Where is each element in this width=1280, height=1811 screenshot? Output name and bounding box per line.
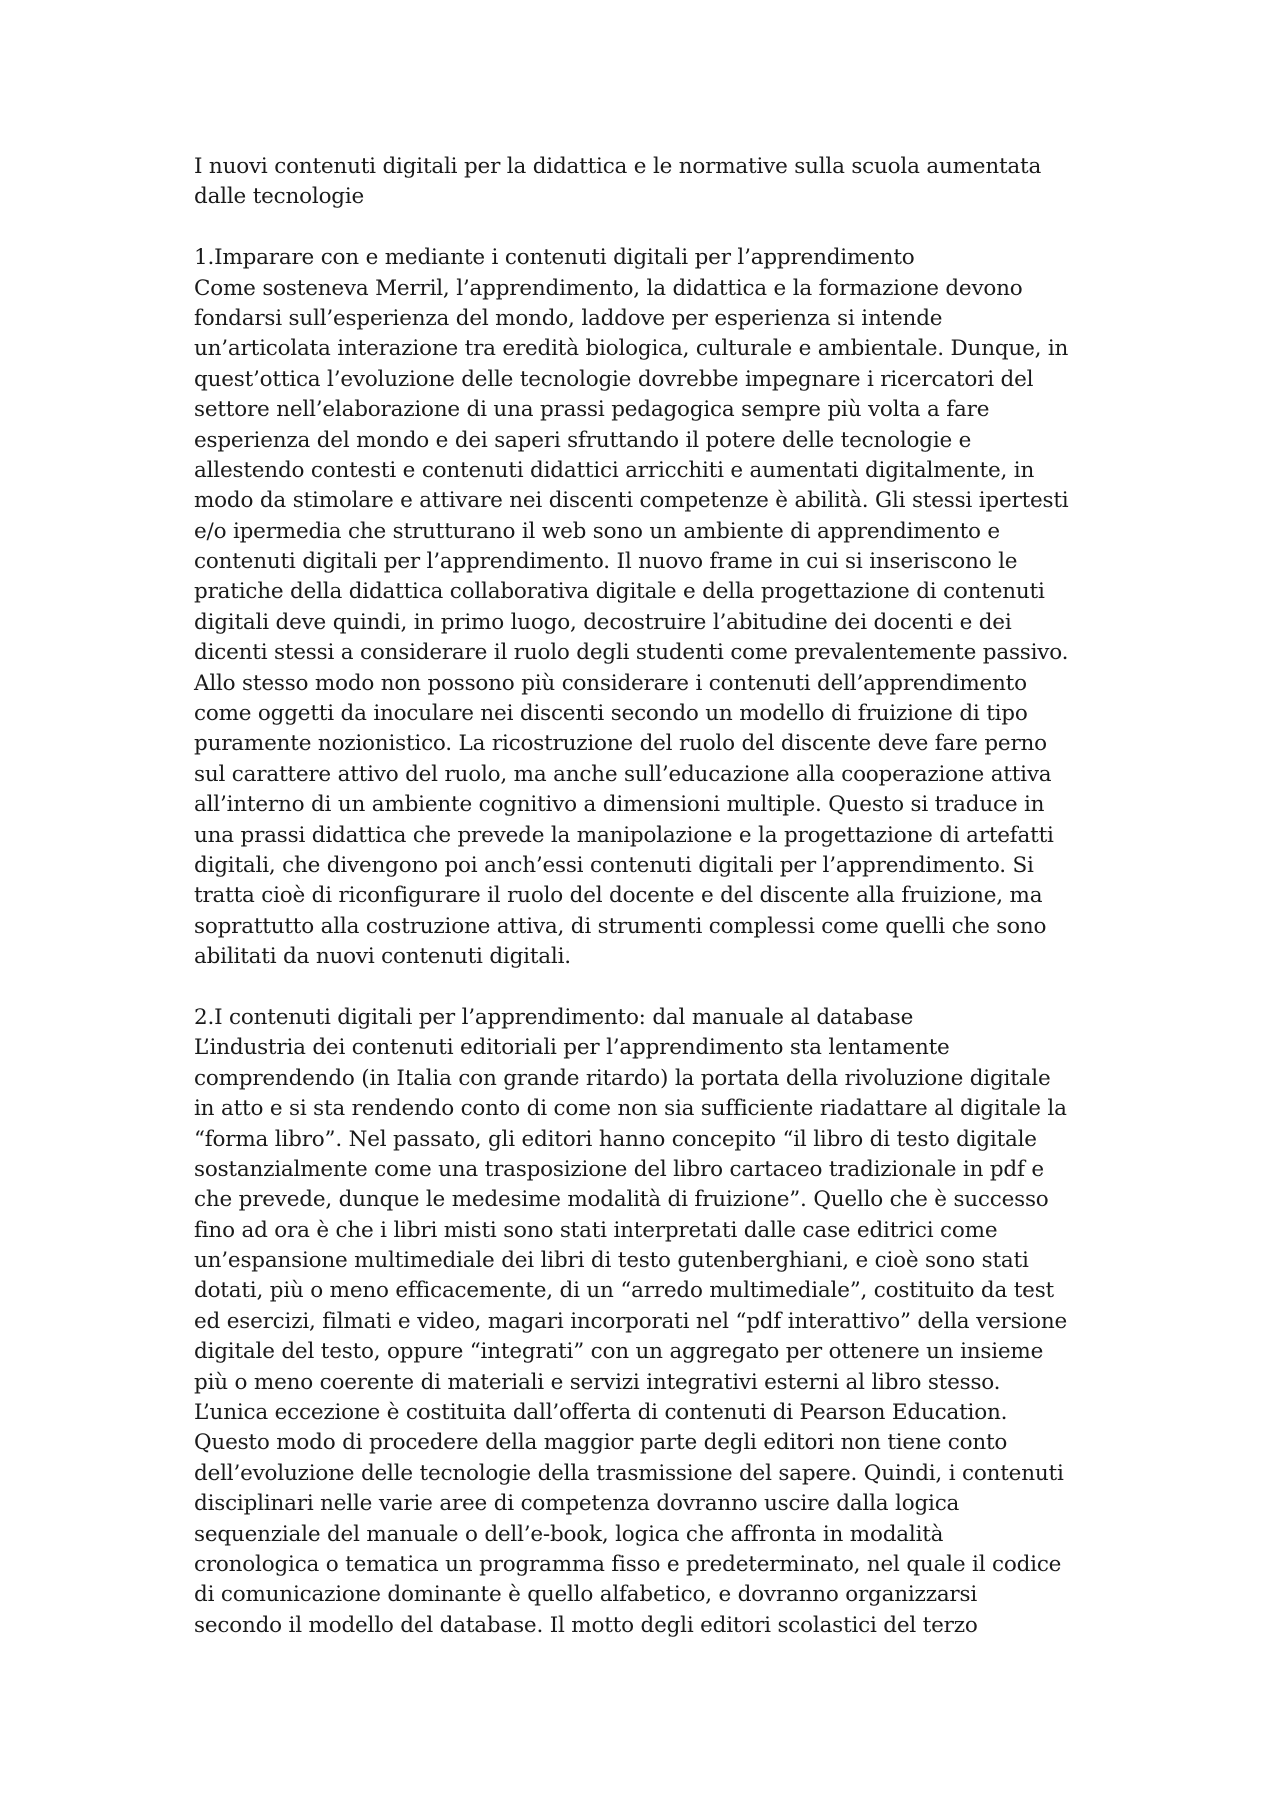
- document-title: [194, 152, 1114, 213]
- title-line: dalle tecnologie: [194, 184, 365, 210]
- body-line: sequenziale del manuale o dell’e-book, logica che affronta in modalità: [194, 1521, 944, 1547]
- body-line: allestendo contesti e contenuti didattici arricchiti e aumentati digitalmente, in: [194, 457, 1035, 483]
- body-line: digitale del testo, oppure “integrati” con un aggregato per ottenere un insieme: [194, 1339, 1044, 1365]
- section-2: [194, 1003, 1114, 1641]
- body-line: tratta cioè di riconfigurare il ruolo del docente e del discente alla fruizione, ma: [194, 883, 1043, 909]
- body-line: che prevede, dunque le medesime modalità di fruizione”. Quello che è successo: [194, 1187, 1049, 1213]
- body-line: L’unica eccezione è costituita dall’offerta di contenuti di Pearson Education.: [194, 1400, 1008, 1426]
- body-line: disciplinari nelle varie aree di competenza dovranno uscire dalla logica: [194, 1491, 960, 1517]
- section-heading: 1.Imparare con e mediante i contenuti digitali per l’apprendimento: [194, 245, 915, 271]
- paragraph-gap: [194, 973, 1114, 1003]
- body-line: fino ad ora è che i libri misti sono stati interpretati dalle case editrici come: [194, 1217, 998, 1243]
- body-line: digitali, che divengono poi anch’essi contenuti digitali per l’apprendimento. Si: [194, 852, 1034, 878]
- body-line: fondarsi sull’esperienza del mondo, laddove per esperienza si intende: [194, 305, 943, 331]
- body-line: come oggetti da inoculare nei discenti secondo un modello di fruizione di tipo: [194, 701, 1028, 727]
- body-line: esperienza del mondo e dei saperi sfruttando il potere delle tecnologie e: [194, 427, 972, 453]
- section-1: [194, 243, 1114, 972]
- section-body: [194, 274, 1114, 973]
- body-line: settore nell’elaborazione di una prassi pedagogica sempre più volta a fare: [194, 397, 990, 423]
- section-body: [194, 1033, 1114, 1641]
- body-line: secondo il modello del database. Il motto degli editori scolastici del terzo: [194, 1612, 978, 1638]
- body-line: modo da stimolare e attivare nei discenti competenze è abilità. Gli stessi ipertesti: [194, 488, 1069, 514]
- body-line: un’articolata interazione tra eredità biologica, culturale e ambientale. Dunque, in: [194, 336, 1069, 362]
- body-line: all’interno di un ambiente cognitivo a dimensioni multiple. Questo si traduce in: [194, 792, 1045, 818]
- body-line: una prassi didattica che prevede la manipolazione e la progettazione di artefatti: [194, 822, 1054, 848]
- body-line: dotati, più o meno efficacemente, di un “arredo multimediale”, costituito da test: [194, 1278, 1054, 1304]
- body-line: pratiche della didattica collaborativa digitale e della progettazione di contenuti: [194, 579, 1045, 605]
- body-line: e/o ipermedia che strutturano il web sono un ambiente di apprendimento e: [194, 518, 1000, 544]
- body-line: di comunicazione dominante è quello alfabetico, e dovranno organizzarsi: [194, 1582, 978, 1608]
- body-line: un’espansione multimediale dei libri di testo gutenberghiani, e cioè sono stati: [194, 1248, 1029, 1274]
- body-line: dell’evoluzione delle tecnologie della trasmissione del sapere. Quindi, i contenuti: [194, 1460, 1064, 1486]
- body-line: cronologica o tematica un programma fisso e predeterminato, nel quale il codice: [194, 1551, 1062, 1577]
- document-page: [194, 152, 1114, 1641]
- paragraph-gap: [194, 213, 1114, 243]
- body-line: contenuti digitali per l’apprendimento. Il nuovo frame in cui si inseriscono le: [194, 549, 1018, 575]
- body-line: comprendendo (in Italia con grande ritardo) la portata della rivoluzione digitale: [194, 1065, 1051, 1091]
- body-line: digitali deve quindi, in primo luogo, decostruire l’abitudine dei docenti e dei: [194, 609, 1012, 635]
- title-line: I nuovi contenuti digitali per la didattica e le normative sulla scuola aumentata: [194, 154, 1042, 179]
- body-line: più o meno coerente di materiali e servizi integrativi esterni al libro stesso.: [194, 1369, 1001, 1395]
- body-line: “forma libro”. Nel passato, gli editori hanno concepito “il libro di testo digitale: [194, 1126, 1037, 1152]
- body-line: puramente nozionistico. La ricostruzione del ruolo del discente deve fare perno: [194, 731, 1047, 757]
- body-line: ed esercizi, filmati e video, magari incorporati nel “pdf interattivo” della versione: [194, 1308, 1068, 1334]
- body-line: in atto e si sta rendendo conto di come non sia sufficiente riadattare al digitale la: [194, 1096, 1067, 1122]
- body-line: soprattutto alla costruzione attiva, di strumenti complessi come quelli che sono: [194, 913, 1047, 939]
- body-line: L’industria dei contenuti editoriali per l’apprendimento sta lentamente: [194, 1035, 950, 1061]
- body-line: Questo modo di procedere della maggior parte degli editori non tiene conto: [194, 1430, 1008, 1456]
- body-line: quest’ottica l’evoluzione delle tecnologie dovrebbe impegnare i ricercatori del: [194, 366, 1034, 392]
- body-line: Come sosteneva Merril, l’apprendimento, la didattica e la formazione devono: [194, 275, 1023, 301]
- body-line: Allo stesso modo non possono più considerare i contenuti dell’apprendimento: [194, 670, 1027, 696]
- section-heading: 2.I contenuti digitali per l’apprendimento: dal manuale al database: [194, 1004, 914, 1030]
- body-line: sul carattere attivo del ruolo, ma anche sull’educazione alla cooperazione attiva: [194, 761, 1052, 787]
- body-line: sostanzialmente come una trasposizione del libro cartaceo tradizionale in pdf e: [194, 1156, 1044, 1182]
- body-line: abilitati da nuovi contenuti digitali.: [194, 944, 571, 970]
- body-line: dicenti stessi a considerare il ruolo degli studenti come prevalentemente passivo.: [194, 640, 1069, 666]
